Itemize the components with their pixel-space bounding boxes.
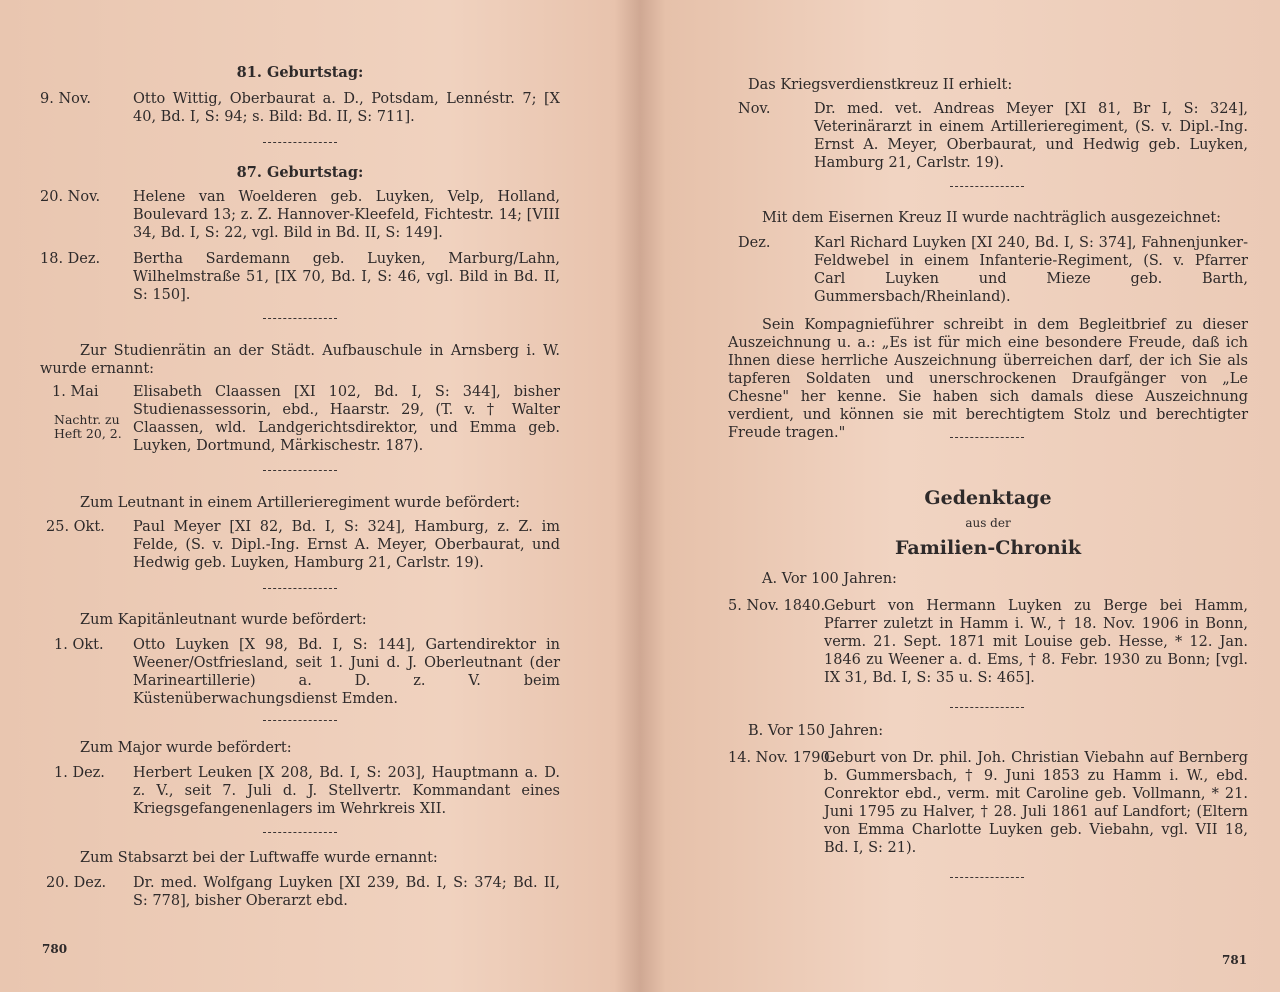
separator-rule — [950, 877, 1024, 878]
section-b-label: B. Vor 150 Jahren: — [748, 723, 884, 739]
section-title-connector: aus der — [965, 516, 1011, 530]
entry-date: 20. Dez. — [46, 875, 107, 891]
separator-rule — [950, 437, 1024, 438]
entry-andreas — [728, 100, 1248, 172]
entry-christian — [728, 749, 1248, 857]
intro-kapitaen: Zum Kapitänleutnant wurde befördert: — [80, 612, 367, 628]
section-a-label: A. Vor 100 Jahren: — [762, 571, 897, 587]
entry-date: Nov. — [738, 101, 771, 117]
entry-date: 5. Nov. 1840. — [728, 598, 826, 614]
section-title: Gedenktage — [924, 487, 1052, 509]
entry-text: Otto Luyken [X 98, Bd. I, S: 144], Gartendirektor in Weener/Ostfriesland, seit 1. Juni d. J. Oberleutnant (der Marineartillerie) a. D. z. V. beim Küstenüberwachungsdienst Emden. — [133, 637, 560, 707]
entry-note: Nachtr. zu Heft 20, 2. — [54, 412, 122, 441]
entry-text: Herbert Leuken [X 208, Bd. I, S: 203], Hauptmann a. D. z. V., seit 7. Juli d. J. Stellvertr. Kommandant eines Kriegsgefangenenlagers im Wehrkreis XII. — [133, 765, 560, 817]
entry-text: Dr. med. vet. Andreas Meyer [XI 81, Br I, S: 324], Veterinärarzt in einem Artillerieregiment, (S. v. Dipl.-Ing. Ernst A. Meyer, Oberbaurat, und Hedwig geb. Luyken, Hamburg 21, Carlstr. 19). — [814, 101, 1248, 171]
separator-rule — [950, 186, 1024, 187]
entry-text: Helene van Woelderen geb. Luyken, Velp, Holland, Boulevard 13; z. Z. Hannover-Kleefeld, Fichtestr. 14; [VIII 34, Bd. I, S: 22, vgl. Bild in Bd. II, S: 149]. — [133, 189, 560, 241]
entry-date: 25. Okt. — [46, 519, 105, 535]
entry-text: Otto Wittig, Oberbaurat a. D., Potsdam, Lennéstr. 7; [X 40, Bd. I, S: 94; s. Bild: Bd. II, S: 711]. — [133, 91, 560, 125]
entry-date: 20. Nov. — [40, 189, 101, 205]
entry-date: 1. Okt. — [54, 637, 104, 653]
intro-leutnant: Zum Leutnant in einem Artillerieregiment wurde befördert: — [80, 495, 520, 511]
quote-paragraph: Sein Kompagnieführer schreibt in dem Begleitbrief zu dieser Auszeichnung u. a.: „Es ist für mich eine besondere Freude, daß ich Ihnen diese herrliche Auszeichnung überreichen darf, der ich Sie als tapferen Soldaten und unerschrockenen Draufgänger von „Le Chesne" her kenne. Sie haben sich damals diese Auszeichnung verdient, und können sie mit berechtigtem Stolz und berechtigter Freude tragen." — [728, 317, 1248, 441]
entry-text: Dr. med. Wolfgang Luyken [XI 239, Bd. I, S: 374; Bd. II, S: 778], bisher Oberarzt ebd. — [133, 875, 560, 909]
entry-hermann — [728, 597, 1248, 687]
page-number: 781 — [1222, 953, 1248, 967]
entry-text: Geburt von Hermann Luyken zu Berge bei Hamm, Pfarrer zuletzt in Hamm i. W., † 18. Nov. 1906 in Bonn, verm. 21. Sept. 1871 mit Louise geb. Hesse, * 12. Jan. 1846 zu Weener a. d. Ems, † 8. Febr. 1930 zu Bonn; [vgl. IX 31, Bd. I, S: 35 u. S: 465]. — [824, 598, 1248, 686]
entry-text: Elisabeth Claassen [XI 102, Bd. I, S: 344], bisher Studienassessorin, ebd., Haarstr. 29, (T. v. † Walter Claassen, wld. Landgerichtsdirektor, und Emma geb. Luyken, Dortmund, Märkischestr. 187). — [133, 384, 560, 454]
intro-studienraetin: Zur Studienrätin an der Städt. Aufbauschule in Arnsberg i. W. wurde ernannt: — [40, 343, 560, 377]
intro-ek: Mit dem Eisernen Kreuz II wurde nachträglich ausgezeichnet: — [762, 210, 1222, 226]
entry-date: 18. Dez. — [40, 251, 101, 267]
separator-rule — [950, 707, 1024, 708]
entry-date: 1. Dez. — [54, 765, 105, 781]
entry-text: Bertha Sardemann geb. Luyken, Marburg/Lahn, Wilhelmstraße 51, [IX 70, Bd. I, S: 46, vgl. Bild in Bd. II, S: 150]. — [133, 251, 560, 303]
entry-date: 9. Nov. — [40, 91, 91, 107]
entry-karl — [728, 234, 1248, 306]
intro-stabsarzt: Zum Stabsarzt bei der Luftwaffe wurde ernannt: — [80, 850, 438, 866]
heading-81: 81. Geburtstag: — [236, 64, 364, 81]
section-title-chronik: Familien-Chronik — [894, 537, 1082, 559]
entry-date: Dez. — [738, 235, 771, 251]
entry-text: Paul Meyer [XI 82, Bd. I, S: 324], Hamburg, z. Z. im Felde, (S. v. Dipl.-Ing. Ernst A. Meyer, Oberbaurat, und Hedwig geb. Luyken, Hamburg 21, Carlstr. 19). — [133, 519, 560, 571]
intro-major: Zum Major wurde befördert: — [80, 740, 292, 756]
entry-date: 1. Mai — [52, 384, 99, 400]
entry-text: Karl Richard Luyken [XI 240, Bd. I, S: 374], Fahnenjunker-Feldwebel in einem Infanterie-Regiment, (S. v. Pfarrer Carl Luyken und Mieze geb. Barth, Gummersbach/Rheinland). — [814, 235, 1248, 305]
entry-date: 14. Nov. 1790. — [728, 750, 835, 766]
page-number: 780 — [42, 942, 68, 956]
heading-87: 87. Geburtstag: — [236, 164, 364, 181]
intro-kvk: Das Kriegsverdienstkreuz II erhielt: — [748, 77, 1013, 93]
entry-text: Geburt von Dr. phil. Joh. Christian Viebahn auf Bernberg b. Gummersbach, † 9. Juni 1853 zu Hamm i. W., ebd. Conrektor ebd., verm. mit Caroline geb. Vollmann, * 21. Juni 1795 zu Halver, † 28. Juli 1861 auf Landfort; (Eltern von Emma Charlotte Luyken geb. Viebahn, vgl. VII 18, Bd. I, S: 21). — [824, 750, 1248, 856]
